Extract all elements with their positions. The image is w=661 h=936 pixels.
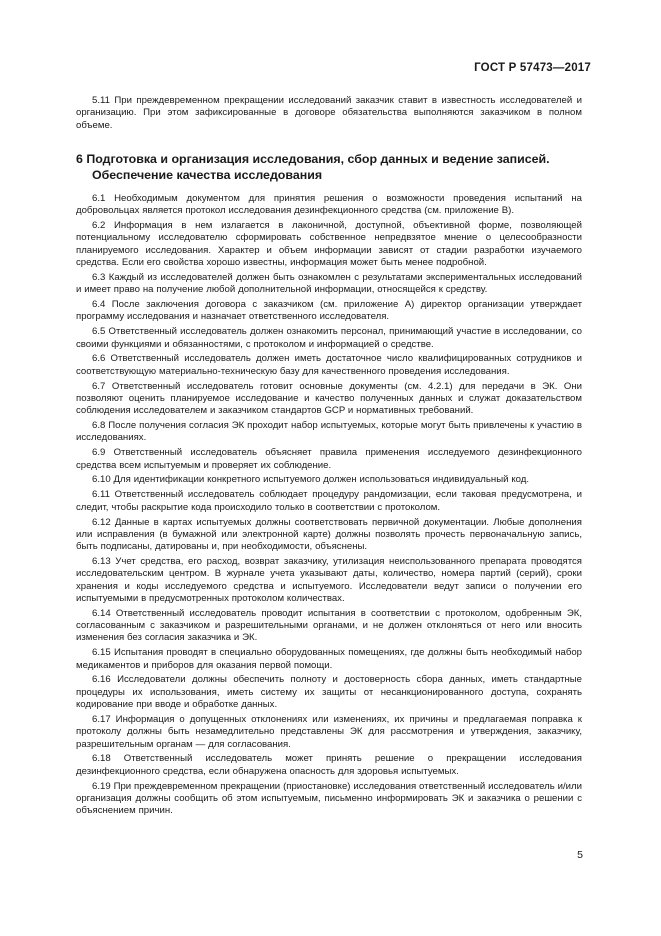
paragraph-6-2: 6.2 Информация в нем излагается в лаконичной, доступной, объективной форме, позволяющей потенциальному исследователю сформировать собственное непредвзятое мнение о целесообразности планируемого исследования. Характер и объем информации зависят от стадии разработки изучаемого средства. Если его свойства хорошо известны, информация может быть менее подробной.	[76, 220, 582, 268]
section-title-line-2: Обеспечение качества исследования	[92, 167, 323, 182]
paragraph-6-7: 6.7 Ответственный исследователь готовит основные документы (см. 4.2.1) для передачи в ЭК. Они позволяют оценить планируемое исследование и качество полученных данных и служат доказательством соблюдения исследователем и заказчиком стандартов GCP и нормативных требований.	[76, 380, 582, 417]
paragraph-6-15: 6.15 Испытания проводят в специально оборудованных помещениях, где должны быть необходимый набор медикаментов и приборов для оказания первой помощи.	[76, 647, 582, 671]
paragraph-6-5: 6.5 Ответственный исследователь должен ознакомить персонал, принимающий участие в исследовании, со своими функциями и обязанностями, с протоколом и информацией о средстве.	[76, 326, 582, 350]
paragraph-6-8: 6.8 После получения согласия ЭК проходит набор испытуемых, которые могут быть привлечены к участию в исследованиях.	[76, 420, 582, 444]
paragraph-6-14: 6.14 Ответственный исследователь проводит испытания в соответствии с протоколом, одобренным ЭК, согласованным с заказчиком и разрешительными органами, и не должен отклоняться от него или вносить изменения без согласия заказчика и ЭК.	[76, 607, 582, 644]
document-body	[76, 95, 582, 820]
paragraph-6-10: 6.10 Для идентификации конкретного испытуемого должен использоваться индивидуальный код.	[92, 474, 530, 486]
section-title-line-1: 6 Подготовка и организация исследования, сбор данных и ведение записей.	[76, 151, 550, 166]
paragraph-6-9: 6.9 Ответственный исследователь объясняет правила применения исследуемого дезинфекционного средства всем испытуемым и проверяет их соблюдение.	[76, 447, 582, 471]
paragraph-5-11: 5.11 При преждевременном прекращении исследований заказчик ставит в известность исследователей и организацию. При этом зафиксированные в договоре обязательства выполняются заказчиком в полном объеме.	[76, 95, 582, 131]
paragraph-6-18: 6.18 Ответственный исследователь может принять решение о прекращении исследования дезинфекционного средства, если обнаружена опасность для здоровья испытуемых.	[76, 753, 582, 777]
paragraph-6-19: 6.19 При преждевременном прекращении (приостановке) исследования ответственный исследователь и/или организация должны сообщить об этом испытуемым, письменно информировать ЭК и заказчика о решении с объяснением причин.	[76, 780, 582, 817]
paragraph-6-1: 6.1 Необходимым документом для принятия решения о возможности проведения испытаний на добровольцах является протокол исследования дезинфекционного средства (см. приложение В).	[76, 192, 582, 217]
paragraph-6-3: 6.3 Каждый из исследователей должен быть ознакомлен с результатами экспериментальных исследований и имеет право на получение любой дополнительной информации, относящейся к средству.	[76, 271, 582, 296]
paragraph-6-13: 6.13 Учет средства, его расход, возврат заказчику, утилизация неиспользованного препарата проводятся исследовательским центром. В журнале учета указывают даты, количество, номера партий (серий), сроки хранения и коды исследуемого средства и испытуемого. Исследователи ведут записи о получении его испытуемыми в предусмотренных протоколом количествах.	[76, 556, 582, 604]
paragraph-6-11: 6.11 Ответственный исследователь соблюдает процедуру рандомизации, если таковая предусмотрена, и следит, чтобы раскрытие кода происходило только в соответствии с протоколом.	[76, 489, 582, 513]
paragraph-6-12: 6.12 Данные в картах испытуемых должны соответствовать первичной документации. Любые дополнения или исправления (в бумажной или электронной карте) должны позволять прочесть первоначальную запись, быть подписаны, датированы и, при необходимости, объяснены.	[76, 516, 582, 553]
paragraph-6-4: 6.4 После заключения договора с заказчиком (см. приложение А) директор организации утверждает программу исследования и назначает ответственного исследователя.	[76, 299, 582, 323]
paragraph-6-16: 6.16 Исследователи должны обеспечить полноту и достоверность сбора данных, иметь стандартные процедуры их использования, иметь систему их защиты от несанкционированного доступа, сохранять кодирование при вводе и обработке данных.	[76, 674, 582, 711]
paragraph-6-6: 6.6 Ответственный исследователь должен иметь достаточное число квалифицированных сотрудников и соответствующую материально-техническую базу для качественного проведения исследования.	[76, 353, 582, 377]
page-number: 5	[577, 849, 583, 861]
paragraph-6-17: 6.17 Информация о допущенных отклонениях или изменениях, их причины и предлагаемая поправка к протоколу должны быть незамедлительно представлены ЭК для рассмотрения и утверждения, заказчику, разрешительным органам — для согласования.	[76, 713, 582, 750]
standard-code-header: ГОСТ Р 57473—2017	[474, 62, 591, 74]
section-6-heading	[76, 151, 582, 183]
